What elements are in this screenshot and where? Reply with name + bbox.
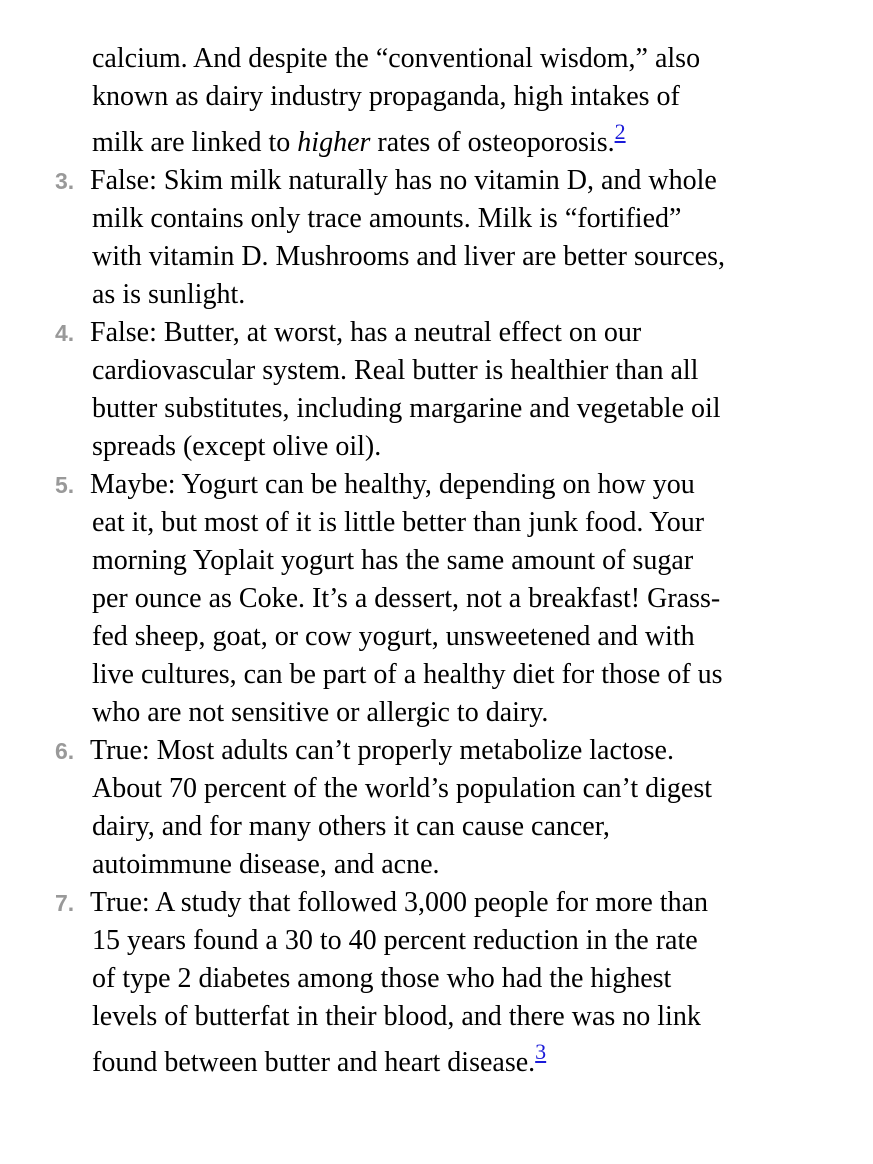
text: levels of butterfat in their blood, and there was no link xyxy=(92,1001,701,1032)
text: False: Butter, at worst, has a neutral effect on our xyxy=(90,317,642,348)
list-item-number: 3. xyxy=(55,168,75,194)
text: eat it, but most of it is little better than junk food. Your xyxy=(92,507,705,538)
text: morning Yoplait yogurt has the same amount of sugar xyxy=(92,545,694,576)
text-line xyxy=(0,694,873,732)
text: True: Most adults can’t properly metabolize lactose. xyxy=(90,735,674,766)
text: butter substitutes, including margarine and vegetable oil xyxy=(92,393,721,424)
text: Maybe: Yogurt can be healthy, depending on how you xyxy=(90,469,695,500)
text-line xyxy=(0,542,873,580)
text: of type 2 diabetes among those who had the highest xyxy=(92,963,672,994)
text-line: known as dairy industry propaganda, high intakes of xyxy=(92,81,680,112)
footnote-link[interactable]: 3 xyxy=(535,1039,547,1064)
text-line xyxy=(0,808,873,846)
text: milk contains only trace amounts. Milk is “fortified” xyxy=(92,203,682,234)
list-item xyxy=(0,466,873,504)
text: rates of osteoporosis. xyxy=(370,127,615,158)
text-line xyxy=(0,200,873,238)
list-item-number: 4. xyxy=(55,320,75,346)
text-line xyxy=(0,276,873,314)
text-line xyxy=(0,960,873,998)
text-line xyxy=(0,656,873,694)
text: per ounce as Coke. It’s a dessert, not a breakfast! Grass- xyxy=(92,583,721,614)
text-line xyxy=(0,618,873,656)
text-line xyxy=(0,580,873,618)
text-line xyxy=(0,922,873,960)
emphasis-text: higher xyxy=(297,127,371,158)
list-item xyxy=(0,732,873,770)
text: live cultures, can be part of a healthy diet for those of us xyxy=(92,659,723,690)
text: True: A study that followed 3,000 people for more than xyxy=(90,887,708,918)
text: False: Skim milk naturally has no vitamin D, and whole xyxy=(90,165,717,196)
text: 15 years found a 30 to 40 percent reduction in the rate xyxy=(92,925,698,956)
text-line xyxy=(0,846,873,884)
footnote-link[interactable]: 2 xyxy=(614,119,626,144)
text: About 70 percent of the world’s population can’t digest xyxy=(92,773,713,804)
text-line xyxy=(0,116,873,162)
text-line xyxy=(0,238,873,276)
text: spreads (except olive oil). xyxy=(92,431,382,462)
text-line xyxy=(0,390,873,428)
text: as is sunlight. xyxy=(92,279,246,310)
text-line: calcium. And despite the “conventional wisdom,” also xyxy=(92,43,701,74)
text-line xyxy=(0,428,873,466)
text: found between butter and heart disease. xyxy=(92,1047,536,1078)
document-page xyxy=(0,40,873,1082)
text: dairy, and for many others it can cause cancer, xyxy=(92,811,610,842)
text-line xyxy=(0,352,873,390)
text-line xyxy=(0,770,873,808)
text: cardiovascular system. Real butter is healthier than all xyxy=(92,355,699,386)
text: milk are linked to xyxy=(92,127,298,158)
answer-list xyxy=(0,162,873,1082)
text: with vitamin D. Mushrooms and liver are better sources, xyxy=(92,241,725,272)
list-item xyxy=(0,884,873,922)
text: who are not sensitive or allergic to dairy. xyxy=(92,697,549,728)
list-item-number: 6. xyxy=(55,738,75,764)
list-item xyxy=(0,314,873,352)
text: fed sheep, goat, or cow yogurt, unsweetened and with xyxy=(92,621,695,652)
text: autoimmune disease, and acne. xyxy=(92,849,440,880)
text-line xyxy=(0,504,873,542)
list-item-number: 5. xyxy=(55,472,75,498)
list-item-number: 7. xyxy=(55,890,75,916)
list-item xyxy=(0,162,873,200)
text-line xyxy=(0,1036,873,1082)
text-line xyxy=(0,998,873,1036)
